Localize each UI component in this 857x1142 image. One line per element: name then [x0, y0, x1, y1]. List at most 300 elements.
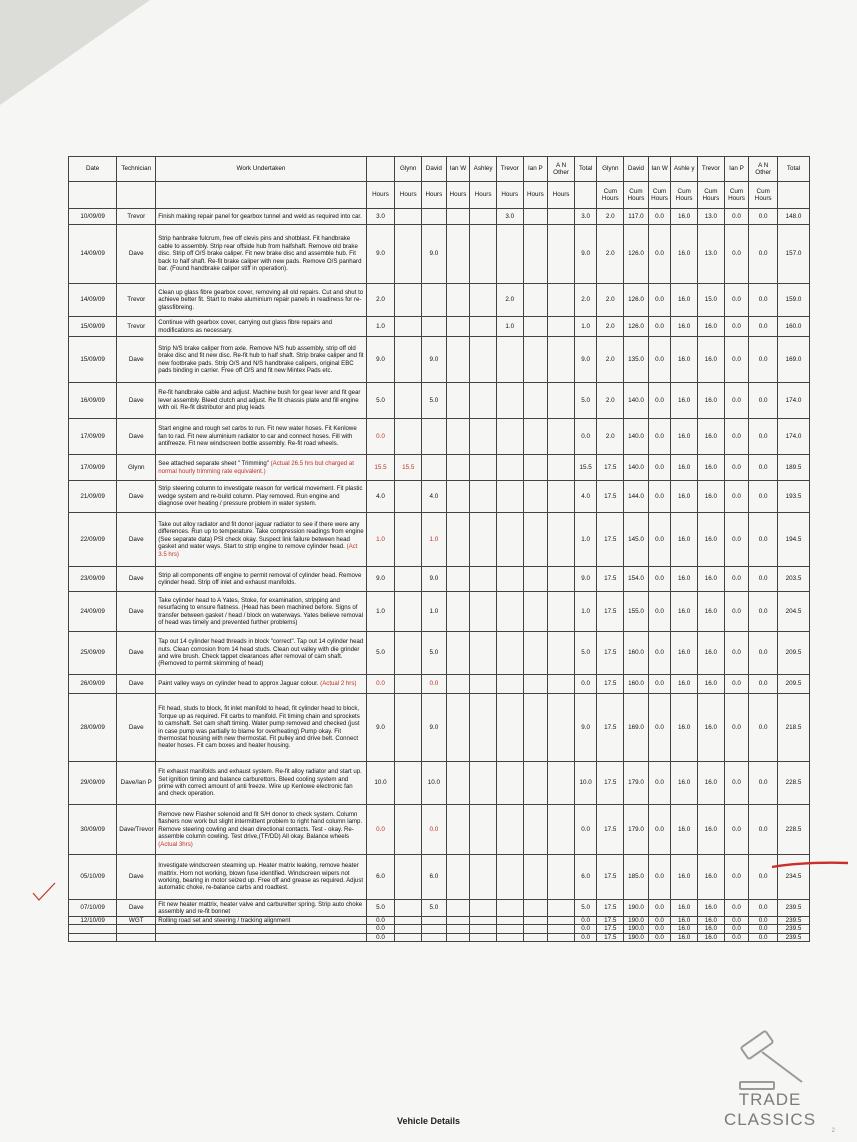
- total-cell: 1.0: [574, 513, 597, 567]
- ianw-cell: [446, 225, 470, 284]
- c-ianp-cell: 0.0: [724, 337, 749, 383]
- ashley-cell: [470, 762, 497, 805]
- trevor-cell: [496, 419, 523, 455]
- ianp-cell: [523, 481, 548, 513]
- date-cell: 15/09/09: [69, 317, 117, 337]
- c-glynn-cell: 17.5: [597, 675, 624, 694]
- glynn-cell: [395, 337, 422, 383]
- c-ashley-cell: 16.0: [671, 284, 698, 317]
- date-cell: 16/09/09: [69, 383, 117, 419]
- another-cell: [548, 933, 575, 941]
- david-cell: 1.0: [422, 513, 447, 567]
- work-cell: [156, 917, 366, 925]
- c-glynn-cell: 2.0: [597, 284, 624, 317]
- ianw-cell: [446, 933, 470, 941]
- c-another-cell: 0.0: [749, 917, 778, 925]
- technician-cell: [117, 933, 156, 941]
- glynn-cell: [395, 383, 422, 419]
- trevor-cell: [496, 805, 523, 855]
- ashley-cell: [470, 925, 497, 933]
- glynn-cell: [395, 900, 422, 917]
- date-cell: 21/09/09: [69, 481, 117, 513]
- subheader-cell: Hours: [496, 182, 523, 209]
- glynn-cell: [395, 805, 422, 855]
- c-total-cell: 148.0: [778, 209, 810, 225]
- subheader-cell: Cum Hours: [671, 182, 698, 209]
- work-text: Strip steering column to investigate reason for vertical movement. Fit plastic wedge system and re-build column. Play removed. Run engine and diagnose over heating / pressure problem in water system.: [158, 485, 363, 508]
- c-total-cell: 189.5: [778, 455, 810, 481]
- c-trevor-cell: 13.0: [698, 209, 725, 225]
- header-row-names: [69, 157, 810, 182]
- david-cell: 0.0: [422, 675, 447, 694]
- c-another-cell: 0.0: [749, 225, 778, 284]
- c-ianp-cell: 0.0: [724, 317, 749, 337]
- ianp-cell: [523, 762, 548, 805]
- technician-cell: Dave: [117, 592, 156, 632]
- c-ashley-cell: 16.0: [671, 675, 698, 694]
- glynn-cell: [395, 694, 422, 762]
- ashley-cell: [470, 225, 497, 284]
- header-cell: Ian P: [523, 157, 548, 182]
- total-cell: 0.0: [574, 925, 597, 933]
- ashley-cell: [470, 337, 497, 383]
- david-cell: [422, 925, 447, 933]
- hours-cell: 0.0: [366, 933, 395, 941]
- ashley-cell: [470, 317, 497, 337]
- date-cell: 17/09/09: [69, 455, 117, 481]
- c-glynn-cell: 2.0: [597, 209, 624, 225]
- c-total-cell: 157.0: [778, 225, 810, 284]
- table-row: [69, 209, 810, 225]
- ianp-cell: [523, 900, 548, 917]
- c-glynn-cell: 17.5: [597, 762, 624, 805]
- work-text: Rolling road set and steering / tracking alignment: [158, 917, 291, 924]
- ashley-cell: [470, 284, 497, 317]
- technician-cell: Dave: [117, 675, 156, 694]
- ashley-cell: [470, 592, 497, 632]
- subheader-cell: [69, 182, 117, 209]
- technician-cell: WGT: [117, 917, 156, 925]
- glynn-cell: [395, 209, 422, 225]
- david-cell: 4.0: [422, 481, 447, 513]
- total-cell: 9.0: [574, 337, 597, 383]
- c-total-cell: 228.5: [778, 762, 810, 805]
- c-glynn-cell: 2.0: [597, 419, 624, 455]
- c-trevor-cell: 16.0: [698, 455, 725, 481]
- c-glynn-cell: 17.5: [597, 917, 624, 925]
- ianp-cell: [523, 675, 548, 694]
- c-david-cell: 190.0: [624, 925, 649, 933]
- technician-cell: Trevor: [117, 317, 156, 337]
- c-total-cell: 239.5: [778, 933, 810, 941]
- ianw-cell: [446, 805, 470, 855]
- page-corner-mark: 2: [831, 1128, 835, 1134]
- header-cell: Date: [69, 157, 117, 182]
- ianp-cell: [523, 225, 548, 284]
- technician-cell: Trevor: [117, 284, 156, 317]
- another-cell: [548, 925, 575, 933]
- c-ianp-cell: 0.0: [724, 284, 749, 317]
- work-cell: [156, 419, 366, 455]
- work-text: Fit head, studs to block, fit inlet manifold to head, fit cylinder head to block, Torque up as required. Fit carbs to manifold. Fit timing chain and sprockets to camshaft. Set cam shaft timing. Water pump removed and checked (just in case pump was partially to blame for overheating) Pump okay. Fit thermostat housing with new thermostat. Fit pulley and drive belt. Connect heater hoses. Fit cam boxes and heater housing.: [158, 705, 360, 750]
- date-cell: 07/10/09: [69, 900, 117, 917]
- work-cell: [156, 455, 366, 481]
- ianp-cell: [523, 632, 548, 675]
- glynn-cell: [395, 917, 422, 925]
- trevor-cell: [496, 925, 523, 933]
- c-david-cell: 160.0: [624, 632, 649, 675]
- c-another-cell: 0.0: [749, 855, 778, 900]
- technician-cell: Dave/Trevor: [117, 805, 156, 855]
- trevor-cell: [496, 337, 523, 383]
- c-trevor-cell: 16.0: [698, 419, 725, 455]
- ianw-cell: [446, 455, 470, 481]
- c-trevor-cell: 16.0: [698, 592, 725, 632]
- ashley-cell: [470, 481, 497, 513]
- work-text: See attached separate sheet " Trimming": [158, 460, 271, 468]
- table-row: [69, 694, 810, 762]
- another-cell: [548, 900, 575, 917]
- c-glynn-cell: 17.5: [597, 481, 624, 513]
- work-text: Re-fit handbrake cable and adjust. Machine bush for gear lever and fit gear lever assembly. Bleed clutch and adjust. Re fit chassis plate and fill engine with oil. Re-fit distributor and plug leads: [158, 389, 361, 412]
- hours-cell: 0.0: [366, 917, 395, 925]
- subheader-cell: [156, 182, 366, 209]
- table-row: [69, 900, 810, 917]
- table-row: [69, 481, 810, 513]
- c-david-cell: 179.0: [624, 762, 649, 805]
- glynn-cell: [395, 284, 422, 317]
- hours-cell: 0.0: [366, 925, 395, 933]
- work-cell: [156, 762, 366, 805]
- work-text: Strip all components off engine to permit removal of cylinder head. Remove cylinder head. Strip off inlet and exhaust manifolds.: [158, 571, 362, 586]
- total-cell: 9.0: [574, 567, 597, 592]
- work-cell: [156, 694, 366, 762]
- c-ianw-cell: 0.0: [648, 284, 671, 317]
- c-another-cell: 0.0: [749, 925, 778, 933]
- header-cell: David: [422, 157, 447, 182]
- trevor-cell: [496, 855, 523, 900]
- david-cell: 0.0: [422, 805, 447, 855]
- c-ianp-cell: 0.0: [724, 694, 749, 762]
- david-cell: [422, 317, 447, 337]
- header-cell: Total: [778, 157, 810, 182]
- ianp-cell: [523, 317, 548, 337]
- c-ashley-cell: 16.0: [671, 805, 698, 855]
- c-glynn-cell: 17.5: [597, 632, 624, 675]
- total-cell: 9.0: [574, 225, 597, 284]
- trevor-cell: 2.0: [496, 284, 523, 317]
- header-cell: David: [624, 157, 649, 182]
- trevor-cell: [496, 762, 523, 805]
- table-row: [69, 933, 810, 941]
- total-cell: 0.0: [574, 917, 597, 925]
- c-ashley-cell: 16.0: [671, 762, 698, 805]
- c-trevor-cell: 16.0: [698, 632, 725, 675]
- technician-cell: Dave: [117, 337, 156, 383]
- technician-cell: Dave: [117, 900, 156, 917]
- work-text: Fit exhaust manifolds and exhaust system. Re-fit alloy radiator and start up. Set ignition timing and balance carburettors. Bleed cooling system and prime with correct amount of anti freeze. Wire up Kenlowe electronic fan and check operation.: [158, 768, 362, 798]
- ianw-cell: [446, 855, 470, 900]
- c-total-cell: 159.0: [778, 284, 810, 317]
- hours-cell: 9.0: [366, 337, 395, 383]
- vehicle-details-title: Vehicle Details: [396, 1116, 461, 1126]
- c-another-cell: 0.0: [749, 900, 778, 917]
- c-trevor-cell: 13.0: [698, 225, 725, 284]
- date-cell: 12/10/09: [69, 917, 117, 925]
- c-ashley-cell: 16.0: [671, 632, 698, 675]
- trevor-cell: [496, 567, 523, 592]
- c-david-cell: 179.0: [624, 805, 649, 855]
- c-david-cell: 160.0: [624, 675, 649, 694]
- total-cell: 5.0: [574, 383, 597, 419]
- work-text: Strip hanbrake fulcrum, free off clevis pins and shotblast. Fit handbrake cable to assembly. Strip rear offside hub from halfshaft. Remove old brake disc. Strip off O/S brake caliper. Fit new brake disc and assemble hub. Fit back to half shaft. Re-fit brake caliper with new pads. Remove O/S panhard bar. (Found handbrake caliper stiff in operation).: [158, 235, 362, 273]
- work-text: Investigate windscreen steaming up. Heater matrix leaking, remove heater mattrix. Horn not working, blown fuse identified. Windscreen wipers not working, bearing in motor seized up. Free off and grease as required. Adjust automatic choke, re-balance carbs and roadtest.: [158, 862, 364, 892]
- hours-cell: 1.0: [366, 513, 395, 567]
- ianw-cell: [446, 917, 470, 925]
- work-cell: [156, 225, 366, 284]
- hours-cell: 3.0: [366, 209, 395, 225]
- total-cell: 15.5: [574, 455, 597, 481]
- header-cell: Ian W: [446, 157, 470, 182]
- total-cell: 5.0: [574, 900, 597, 917]
- another-cell: [548, 209, 575, 225]
- c-ianw-cell: 0.0: [648, 419, 671, 455]
- work-cell: [156, 592, 366, 632]
- c-total-cell: 169.0: [778, 337, 810, 383]
- c-ianp-cell: 0.0: [724, 925, 749, 933]
- ianw-cell: [446, 592, 470, 632]
- date-cell: 30/09/09: [69, 805, 117, 855]
- c-david-cell: 185.0: [624, 855, 649, 900]
- hours-cell: 9.0: [366, 694, 395, 762]
- c-another-cell: 0.0: [749, 284, 778, 317]
- table-row: [69, 225, 810, 284]
- subheader-cell: Cum Hours: [597, 182, 624, 209]
- glynn-cell: [395, 567, 422, 592]
- trevor-cell: [496, 592, 523, 632]
- work-text: Paint valley ways on cylinder head to approx Jaguar colour.: [158, 680, 319, 688]
- technician-cell: Dave: [117, 383, 156, 419]
- trevor-cell: [496, 383, 523, 419]
- ashley-cell: [470, 900, 497, 917]
- hours-cell: 5.0: [366, 632, 395, 675]
- david-cell: 5.0: [422, 900, 447, 917]
- c-ashley-cell: 16.0: [671, 419, 698, 455]
- c-glynn-cell: 17.5: [597, 933, 624, 941]
- c-glynn-cell: 2.0: [597, 383, 624, 419]
- c-another-cell: 0.0: [749, 337, 778, 383]
- another-cell: [548, 284, 575, 317]
- ianw-cell: [446, 337, 470, 383]
- technician-cell: [117, 925, 156, 933]
- subheader-cell: Cum Hours: [648, 182, 671, 209]
- technician-cell: Dave: [117, 481, 156, 513]
- c-ashley-cell: 16.0: [671, 383, 698, 419]
- another-cell: [548, 317, 575, 337]
- subheader-cell: Hours: [422, 182, 447, 209]
- c-david-cell: 155.0: [624, 592, 649, 632]
- david-cell: 9.0: [422, 225, 447, 284]
- ashley-cell: [470, 675, 497, 694]
- c-ianp-cell: 0.0: [724, 805, 749, 855]
- ianp-cell: [523, 383, 548, 419]
- hours-cell: 15.5: [366, 455, 395, 481]
- c-trevor-cell: 16.0: [698, 925, 725, 933]
- c-ashley-cell: 16.0: [671, 513, 698, 567]
- work-cell: [156, 675, 366, 694]
- red-pen-underline: [770, 858, 850, 870]
- subheader-cell: Cum Hours: [698, 182, 725, 209]
- table-row: [69, 337, 810, 383]
- glynn-cell: [395, 675, 422, 694]
- c-another-cell: 0.0: [749, 481, 778, 513]
- technician-cell: Dave: [117, 632, 156, 675]
- c-ianp-cell: 0.0: [724, 383, 749, 419]
- c-trevor-cell: 16.0: [698, 917, 725, 925]
- glynn-cell: [395, 225, 422, 284]
- glynn-cell: [395, 513, 422, 567]
- date-cell: 14/09/09: [69, 284, 117, 317]
- hours-cell: 6.0: [366, 855, 395, 900]
- technician-cell: Trevor: [117, 209, 156, 225]
- ianp-cell: [523, 933, 548, 941]
- ianw-cell: [446, 675, 470, 694]
- c-another-cell: 0.0: [749, 383, 778, 419]
- c-trevor-cell: 16.0: [698, 762, 725, 805]
- ianw-cell: [446, 513, 470, 567]
- ianp-cell: [523, 513, 548, 567]
- work-cell: [156, 209, 366, 225]
- c-ianw-cell: 0.0: [648, 933, 671, 941]
- total-cell: 0.0: [574, 675, 597, 694]
- c-total-cell: 209.5: [778, 675, 810, 694]
- date-cell: 28/09/09: [69, 694, 117, 762]
- c-ashley-cell: 16.0: [671, 694, 698, 762]
- subheader-cell: Hours: [366, 182, 395, 209]
- c-another-cell: 0.0: [749, 762, 778, 805]
- c-glynn-cell: 17.5: [597, 513, 624, 567]
- work-cell: [156, 900, 366, 917]
- c-ianw-cell: 0.0: [648, 317, 671, 337]
- total-cell: 6.0: [574, 855, 597, 900]
- c-david-cell: 140.0: [624, 455, 649, 481]
- c-david-cell: 140.0: [624, 383, 649, 419]
- c-trevor-cell: 15.0: [698, 284, 725, 317]
- c-total-cell: 193.5: [778, 481, 810, 513]
- date-cell: 23/09/09: [69, 567, 117, 592]
- c-trevor-cell: 16.0: [698, 383, 725, 419]
- work-text: Take out alloy radiator and fit donor jaguar radiator to see if there were any differences. Run up to temperature. Take compression readings from engine (See separate data) PSI check okay. Suspect link failure between head gasket and water ways. Start to strip engine to remove cylinder head.: [158, 520, 364, 551]
- c-ashley-cell: 16.0: [671, 337, 698, 383]
- work-cell: [156, 383, 366, 419]
- subheader-cell: Hours: [446, 182, 470, 209]
- hours-cell: 2.0: [366, 284, 395, 317]
- trevor-cell: [496, 933, 523, 941]
- david-cell: 9.0: [422, 694, 447, 762]
- c-trevor-cell: 16.0: [698, 694, 725, 762]
- technician-cell: Glynn: [117, 455, 156, 481]
- header-cell: Technician: [117, 157, 156, 182]
- header-cell: A N Other: [548, 157, 575, 182]
- ianp-cell: [523, 419, 548, 455]
- subheader-cell: Hours: [470, 182, 497, 209]
- hours-cell: 9.0: [366, 567, 395, 592]
- ashley-cell: [470, 455, 497, 481]
- c-another-cell: 0.0: [749, 209, 778, 225]
- trevor-cell: [496, 455, 523, 481]
- table-row: [69, 383, 810, 419]
- c-ianw-cell: 0.0: [648, 805, 671, 855]
- another-cell: [548, 337, 575, 383]
- c-ianp-cell: 0.0: [724, 513, 749, 567]
- c-ashley-cell: 16.0: [671, 925, 698, 933]
- date-cell: 17/09/09: [69, 419, 117, 455]
- glynn-cell: [395, 762, 422, 805]
- c-total-cell: 239.5: [778, 900, 810, 917]
- c-trevor-cell: 16.0: [698, 933, 725, 941]
- another-cell: [548, 762, 575, 805]
- c-ianp-cell: 0.0: [724, 900, 749, 917]
- c-david-cell: 144.0: [624, 481, 649, 513]
- c-total-cell: 239.5: [778, 917, 810, 925]
- another-cell: [548, 917, 575, 925]
- c-trevor-cell: 16.0: [698, 567, 725, 592]
- total-cell: 1.0: [574, 317, 597, 337]
- c-another-cell: 0.0: [749, 567, 778, 592]
- ianp-cell: [523, 694, 548, 762]
- date-cell: 26/09/09: [69, 675, 117, 694]
- c-david-cell: 126.0: [624, 225, 649, 284]
- c-david-cell: 169.0: [624, 694, 649, 762]
- header-cell: Glynn: [597, 157, 624, 182]
- c-another-cell: 0.0: [749, 317, 778, 337]
- work-cell: [156, 933, 366, 941]
- total-cell: 1.0: [574, 592, 597, 632]
- david-cell: [422, 209, 447, 225]
- c-ashley-cell: 16.0: [671, 855, 698, 900]
- c-glynn-cell: 17.5: [597, 855, 624, 900]
- c-total-cell: 218.5: [778, 694, 810, 762]
- total-cell: 0.0: [574, 419, 597, 455]
- trevor-cell: 1.0: [496, 317, 523, 337]
- c-ianw-cell: 0.0: [648, 925, 671, 933]
- header-cell: Ashle y: [671, 157, 698, 182]
- work-text: Start engine and rough set carbs to run. Fit new water hoses. Fit Kenlowe fan to rad. Fit new aluminium radiator to car and connect hoses. Fill with antifreeze. Fit new windscreen bottle assembly. Re-fit road wheels.: [158, 425, 357, 448]
- c-another-cell: 0.0: [749, 933, 778, 941]
- table-row: [69, 917, 810, 925]
- work-cell: [156, 632, 366, 675]
- trevor-cell: [496, 225, 523, 284]
- david-cell: 5.0: [422, 383, 447, 419]
- c-ianw-cell: 0.0: [648, 900, 671, 917]
- c-ashley-cell: 16.0: [671, 917, 698, 925]
- c-another-cell: 0.0: [749, 805, 778, 855]
- ashley-cell: [470, 632, 497, 675]
- c-ianw-cell: 0.0: [648, 632, 671, 675]
- hours-cell: 9.0: [366, 225, 395, 284]
- date-cell: [69, 925, 117, 933]
- work-cell: [156, 284, 366, 317]
- tick-mark-icon: [30, 880, 58, 904]
- total-cell: 10.0: [574, 762, 597, 805]
- c-total-cell: 174.0: [778, 383, 810, 419]
- c-ianp-cell: 0.0: [724, 917, 749, 925]
- c-total-cell: 239.5: [778, 925, 810, 933]
- c-david-cell: 140.0: [624, 419, 649, 455]
- c-david-cell: 145.0: [624, 513, 649, 567]
- c-total-cell: 204.5: [778, 592, 810, 632]
- total-cell: 9.0: [574, 694, 597, 762]
